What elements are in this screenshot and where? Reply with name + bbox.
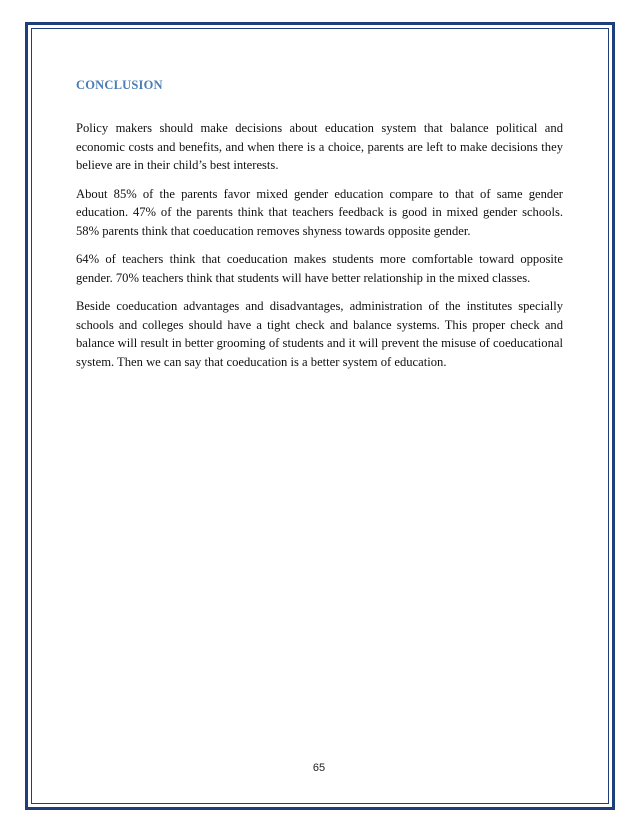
paragraph-administration: Beside coeducation advantages and disadvantages, administration of the institutes specially schools and colleges should have a tight check and balance systems. This proper check and balance will result in better grooming of students and it will prevent the misuse of coeducational system. Then we can say that coeducation is a better system of education. bbox=[76, 299, 563, 369]
page-content bbox=[76, 78, 563, 381]
page-number: 65 bbox=[312, 762, 326, 774]
paragraph-parents-stats: About 85% of the parents favor mixed gender education compare to that of same gender education. 47% of the parents think that teachers feedback is good in mixed gender schools. 58% parents think that coeducation removes shyness towards opposite gender. bbox=[76, 186, 563, 238]
section-heading: CONCLUSION bbox=[76, 78, 163, 92]
paragraph-teachers-stats: 64% of teachers think that coeducation makes students more comfortable toward opposite gender. 70% teachers think that students will have better relationship in the mixed classes. bbox=[76, 252, 563, 285]
paragraph-policy: Policy makers should make decisions about education system that balance political and economic costs and benefits, and when there is a choice, parents are left to make decisions they believe are in their child’s best interests. bbox=[76, 121, 563, 172]
